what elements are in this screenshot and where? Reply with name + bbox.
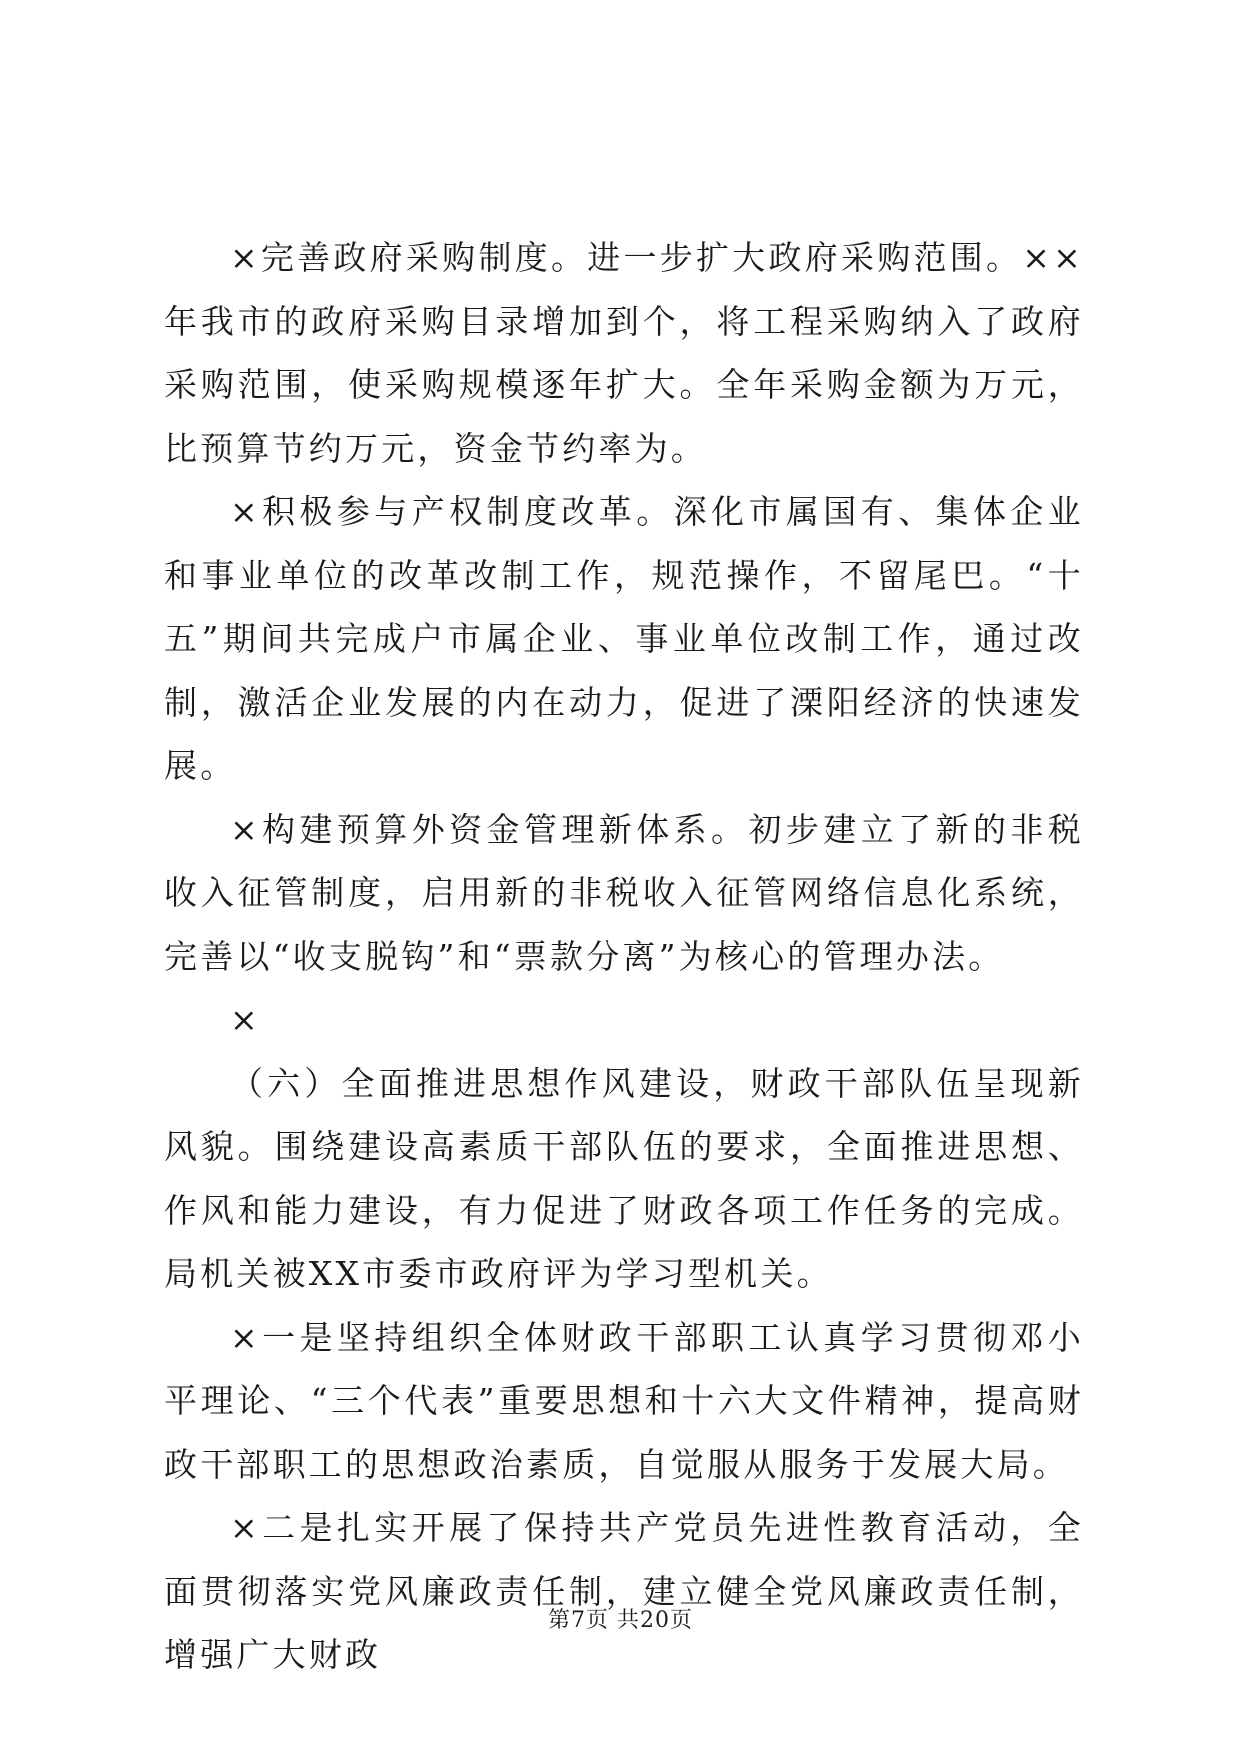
- paragraph-marker: ×: [230, 1000, 261, 1039]
- paragraph-section-six: （六）全面推进思想作风建设，财政干部队伍呈现新风貌。围绕建设高素质干部队伍的要求，全面推进思想、作风和能力建设，有力促进了财政各项工作任务的完成。局机关被XX市委市政府评为学习型机关。: [164, 1063, 1084, 1293]
- paragraph-procurement: ×完善政府采购制度。进一步扩大政府采购范围。××年我市的政府采购目录增加到个，将工程采购纳入了政府采购范围，使采购规模逐年扩大。全年采购金额为万元，比预算节约万元，资金节约率为。: [164, 238, 1084, 468]
- document-body: [164, 226, 1084, 1687]
- paragraph-extra-budget-funds: ×构建预算外资金管理新体系。初步建立了新的非税收入征管制度，启用新的非税收入征管网络信息化系统，完善以“收支脱钩”和“票款分离”为核心的管理办法。: [164, 809, 1084, 976]
- paragraph-property-reform: ×积极参与产权制度改革。深化市属国有、集体企业和事业单位的改革改制工作，规范操作，不留尾巴。“十五”期间共完成户市属企业、事业单位改制工作，通过改制，激活企业发展的内在动力，促进了溧阳经济的快速发展。: [164, 492, 1084, 785]
- page-number-footer: 第7页 共20页: [548, 1608, 693, 1633]
- paragraph-point-one: ×一是坚持组织全体财政干部职工认真学习贯彻邓小平理论、“三个代表”重要思想和十六大文件精神，提高财政干部职工的思想政治素质，自觉服从服务于发展大局。: [164, 1317, 1084, 1484]
- paragraph-point-two: ×二是扎实开展了保持共产党员先进性教育活动，全面贯彻落实党风廉政责任制，建立健全党风廉政责任制，增强广大财政: [164, 1508, 1084, 1674]
